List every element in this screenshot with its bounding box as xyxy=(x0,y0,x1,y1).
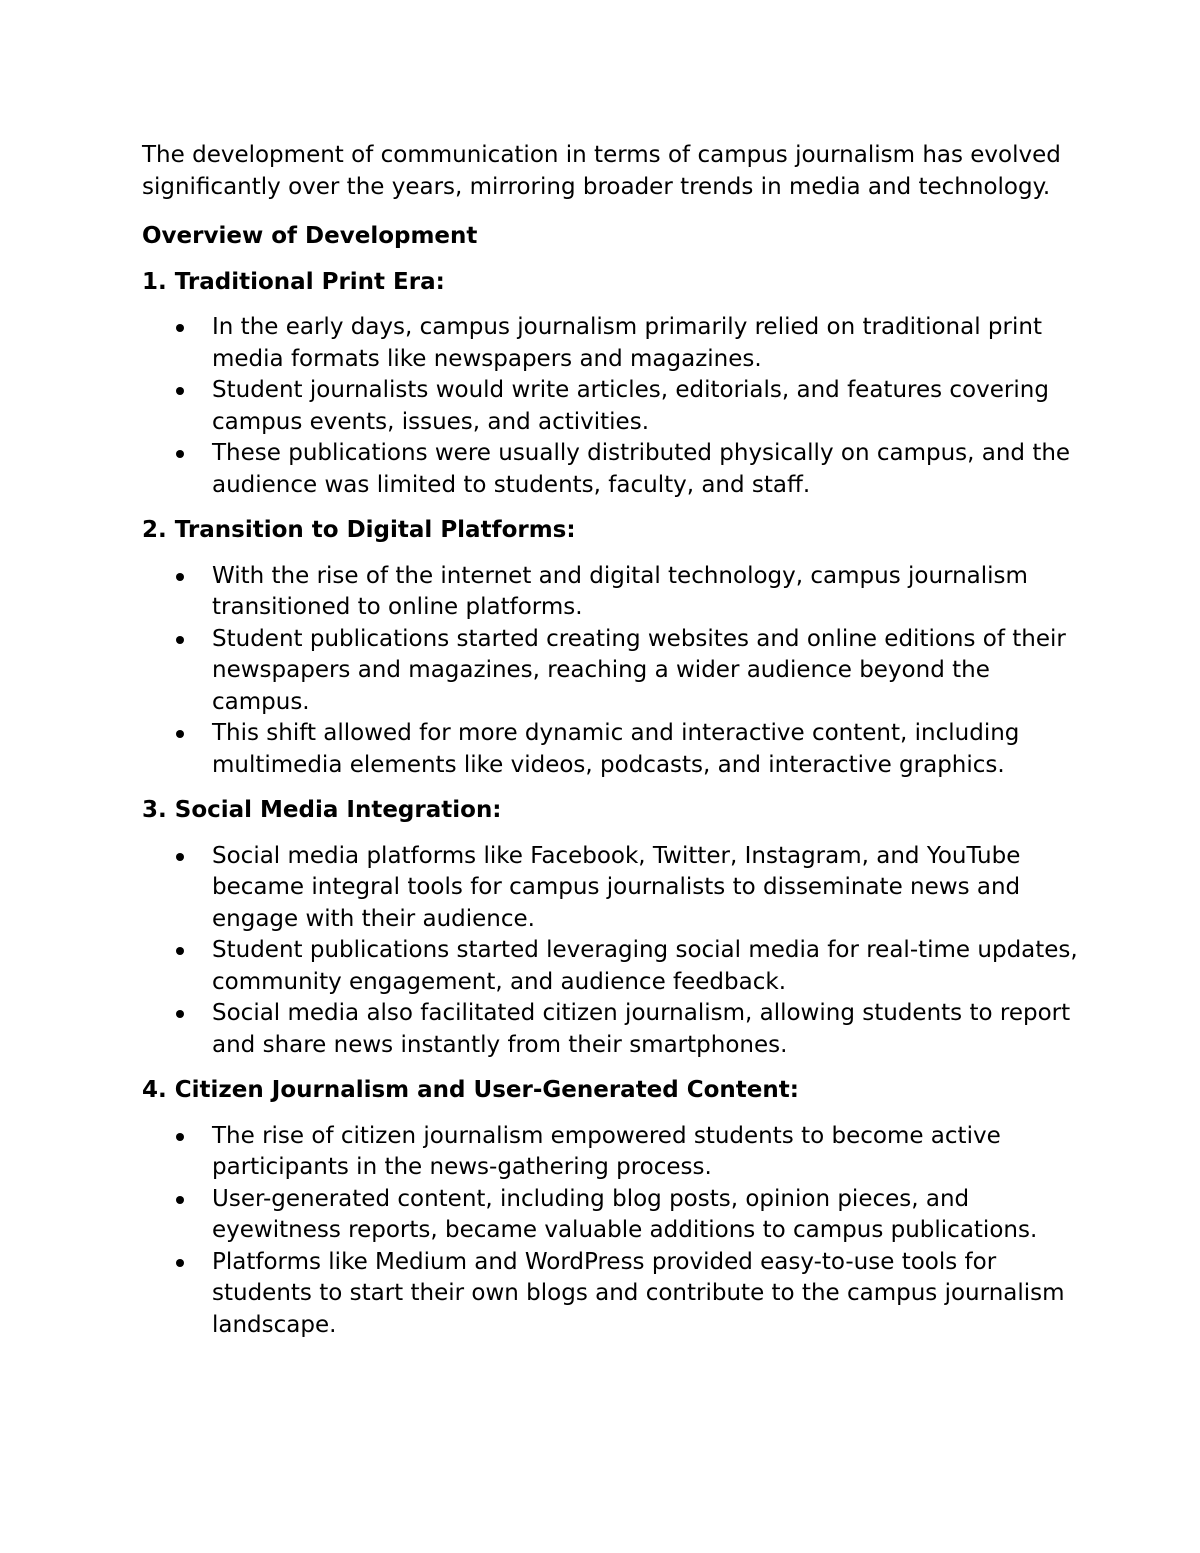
list-item-text: Social media also facilitated citizen journalism, allowing students to report and share news instantly from their smartphones. xyxy=(212,1000,1071,1058)
section-traditional-print xyxy=(142,267,1082,502)
list-item xyxy=(142,718,1082,781)
bullet-icon xyxy=(176,636,184,644)
list-item-text: The rise of citizen journalism empowered students to become active participants in the news-gathering process. xyxy=(212,1122,1001,1180)
list-item-text: Social media platforms like Facebook, Twitter, Instagram, and YouTube became integral tools for campus journalists to disseminate news and engage with their audience. xyxy=(212,842,1021,932)
section-title: 2. Transition to Digital Platforms: xyxy=(142,517,576,543)
list-item xyxy=(142,561,1082,624)
list-item xyxy=(142,841,1082,936)
list-item xyxy=(142,1184,1082,1247)
list-item-text: Student publications started creating websites and online editions of their newspapers and magazines, reaching a wider audience beyond the campus. xyxy=(212,625,1066,715)
section-title: 3. Social Media Integration: xyxy=(142,797,502,823)
section-social-media xyxy=(142,795,1082,1061)
list-item-text: Student journalists would write articles, editorials, and features covering campus events, issues, and activities. xyxy=(212,377,1049,435)
bullet-list xyxy=(142,841,1082,1062)
list-item-text: Student publications started leveraging social media for real-time updates, community engagement, and audience feedback. xyxy=(212,937,1078,995)
list-item xyxy=(142,998,1082,1061)
list-item-text: This shift allowed for more dynamic and interactive content, including multimedia elements like videos, podcasts, and interactive graphics. xyxy=(212,720,1020,778)
section-citizen-journalism xyxy=(142,1075,1082,1341)
list-item-text: In the early days, campus journalism primarily relied on traditional print media formats like newspapers and magazines. xyxy=(212,314,1042,372)
section-title: 1. Traditional Print Era: xyxy=(142,268,445,295)
list-item xyxy=(142,375,1082,438)
list-item xyxy=(142,1247,1082,1342)
bullet-icon xyxy=(176,947,184,955)
bullet-list xyxy=(142,561,1082,782)
list-item xyxy=(142,1121,1082,1184)
bullet-icon xyxy=(176,324,184,332)
bullet-list xyxy=(142,312,1082,501)
bullet-icon xyxy=(176,1010,184,1018)
bullet-icon xyxy=(176,730,184,738)
bullet-icon xyxy=(176,573,184,581)
bullet-icon xyxy=(176,1259,184,1267)
bullet-icon xyxy=(176,450,184,458)
document-page xyxy=(142,140,1082,1355)
list-item xyxy=(142,624,1082,719)
list-item-text: With the rise of the internet and digital technology, campus journalism transitioned to online platforms. xyxy=(212,562,1028,620)
list-item xyxy=(142,438,1082,501)
list-item-text: These publications were usually distributed physically on campus, and the audience was limited to students, faculty, and staff. xyxy=(212,440,1071,498)
section-title: 4. Citizen Journalism and User-Generated Content: xyxy=(142,1077,799,1103)
intro-paragraph: The development of communication in terms of campus journalism has evolved significantly over the years, mirroring broader trends in media and technology. xyxy=(142,142,1061,200)
list-item-text: User-generated content, including blog posts, opinion pieces, and eyewitness reports, became valuable additions to campus publications. xyxy=(212,1185,1038,1243)
list-item xyxy=(142,935,1082,998)
bullet-icon xyxy=(176,387,184,395)
bullet-icon xyxy=(176,1196,184,1204)
list-item-text: Platforms like Medium and WordPress provided easy-to-use tools for students to start their own blogs and contribute to the campus journalism landscape. xyxy=(212,1248,1065,1338)
section-digital-platforms xyxy=(142,515,1082,781)
list-item xyxy=(142,312,1082,375)
overview-heading: Overview of Development xyxy=(142,223,478,249)
bullet-icon xyxy=(176,1133,184,1141)
bullet-list xyxy=(142,1121,1082,1342)
bullet-icon xyxy=(176,853,184,861)
